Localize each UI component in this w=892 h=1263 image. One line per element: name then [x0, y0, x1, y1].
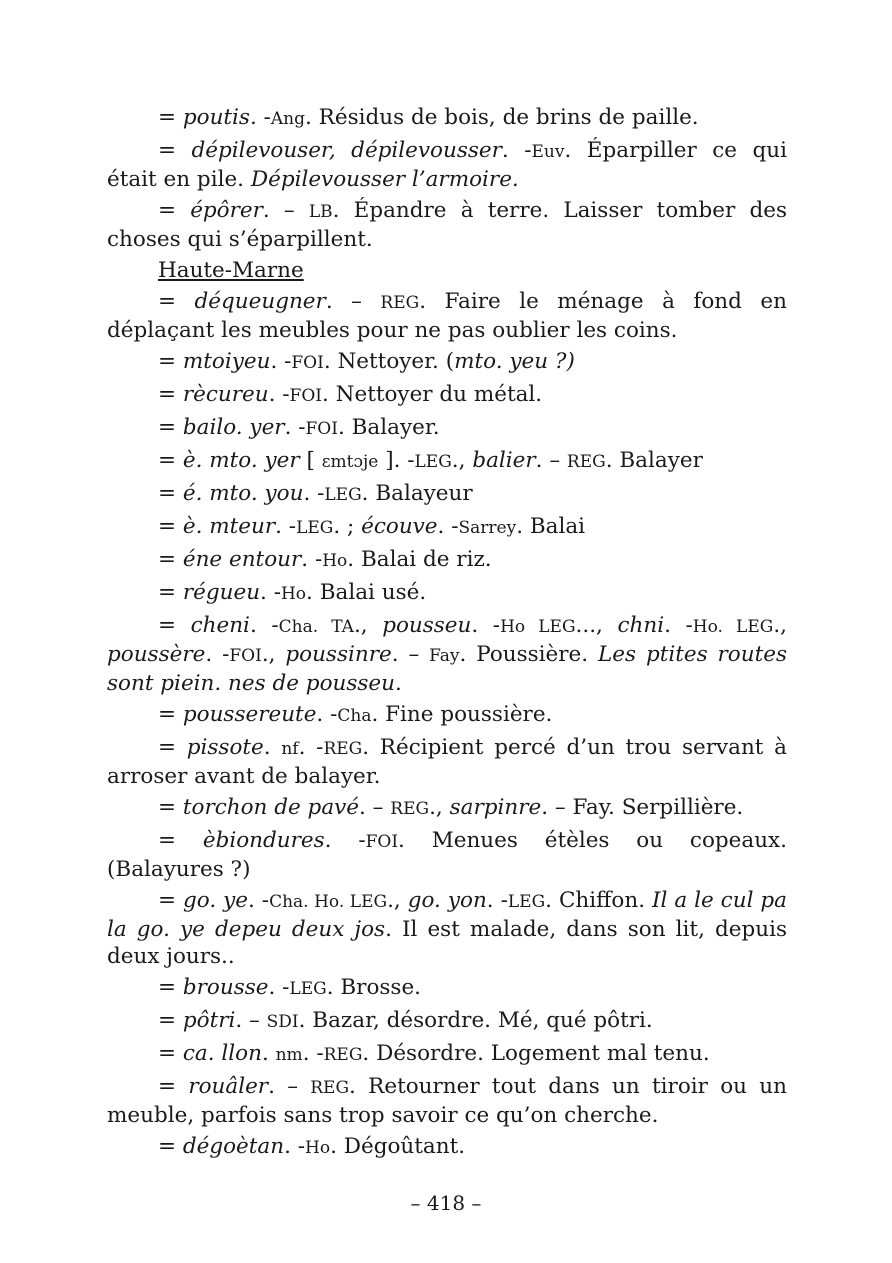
entry-eporer: = épôrer. – LB. Épandre à terre. Laisser tomber des choses qui s’éparpillent.: [107, 198, 787, 252]
entry-torchon-de-pave: = torchon de pavé. – REG., sarpinre. – Fay. Serpillière.: [158, 795, 744, 820]
page-number: – 418 –: [410, 1191, 482, 1215]
entry-ebiondures: = èbiondures. -FOI. Menues étèles ou copeaux. (Balayures ?): [107, 828, 787, 882]
entry-recureu: = rècureu. -FOI. Nettoyer du métal.: [158, 382, 543, 407]
entry-depilevouser: = dépilevouser, dépilevousser. -Euv. Éparpiller ce qui était en pile. Dépilevousser l’armoire.: [107, 138, 787, 192]
entry-dequeugner: = déqueugner. – REG. Faire le ménage à fond en déplaçant les meubles pour ne pas oublier les coins.: [107, 289, 787, 343]
entry-emtoyer: = è. mto. yer [ ɛmtɔje ]. -LEG., balier. – REG. Balayer: [158, 448, 703, 473]
entry-goye: = go. ye. -Cha. Ho. LEG., go. yon. -LEG. Chiffon. Il a le cul pa la go. ye depeu deux jos. Il est malade, dans son lit, depuis deux jours..: [107, 888, 787, 969]
entry-mtoiyeu: = mtoiyeu. -FOI. Nettoyer. (mto. yeu ?): [158, 349, 575, 374]
entry-regueu: = régueu. -Ho. Balai usé.: [158, 580, 427, 605]
entry-ene-entour: = éne entour. -Ho. Balai de riz.: [158, 547, 492, 572]
entry-callon: = ca. llon. nm. -REG. Désordre. Logement mal tenu.: [158, 1041, 710, 1066]
entry-emtoyou: = é. mto. you. -LEG. Balayeur: [158, 481, 473, 506]
entry-brousse: = brousse. -LEG. Brosse.: [158, 975, 422, 1000]
entry-poussereute: = poussereute. -Cha. Fine poussière.: [158, 702, 553, 727]
entry-pissote: = pissote. nf. -REG. Récipient percé d’un trou servant à arroser avant de balayer.: [107, 735, 787, 789]
entry-roualer: = rouâler. – REG. Retourner tout dans un tiroir ou un meuble, parfois sans trop savoir ce qu’on cherche.: [107, 1074, 787, 1128]
entry-cheni: = cheni. -Cha. TA., pousseu. -Ho LEG..., chni. -Ho. LEG., poussère. -FOI., poussinre. – Fay. Poussière. Les ptites routes sont piein. nes de pousseu.: [107, 613, 788, 696]
entry-emteur: = è. mteur. -LEG. ; écouve. -Sarrey. Balai: [158, 514, 586, 539]
entry-bailoyer: = bailo. yer. -FOI. Balayer.: [158, 415, 440, 440]
page-body: [107, 104, 787, 1166]
entry-poutis: = poutis. -Ang. Résidus de bois, de brins de paille.: [158, 105, 699, 130]
entry-potri: = pôtri. – SDI. Bazar, désordre. Mé, qué pôtri.: [158, 1008, 653, 1033]
section-heading: Haute-Marne: [158, 258, 304, 283]
entry-degoetan: = dégoètan. -Ho. Dégoûtant.: [158, 1134, 466, 1159]
